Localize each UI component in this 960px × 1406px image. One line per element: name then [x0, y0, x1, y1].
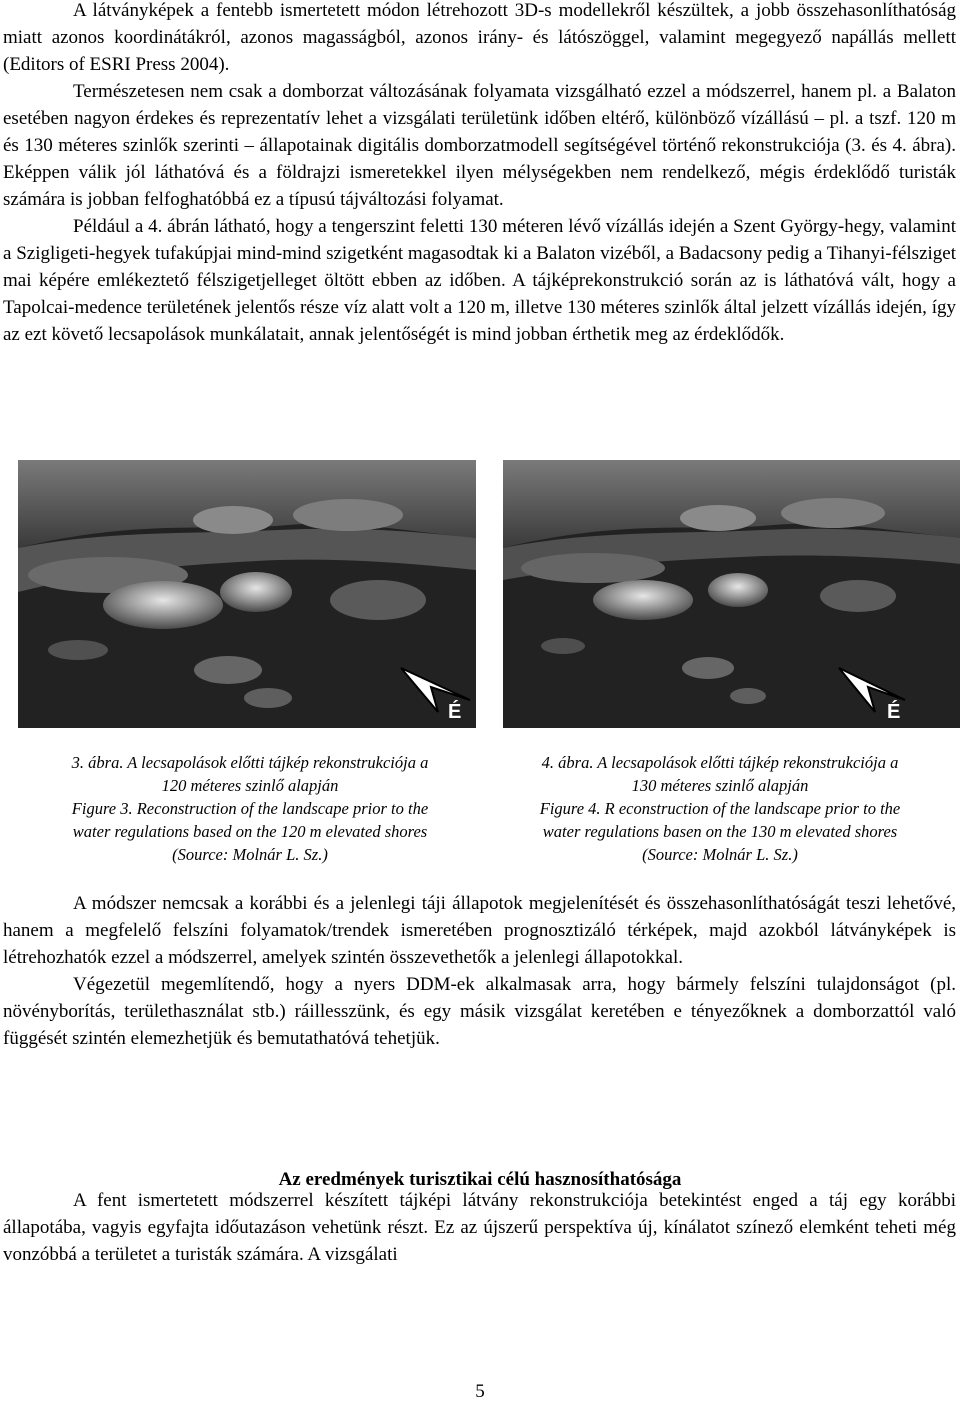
method-sentence-1: A módszer nemcsak a korábbi és a jelenlegi táji állapotok megjelenítését és összehasonlíthatóságát teszi lehetővé, hanem a megfelelő felszíni folyamatok/trendek ismeretében prognosztizáló térképek, majd azokból látványképek is létrehozhatók ezzel a módszerrel, amelyek szintén összevethetők a jelenlegi állapotokkal.	[3, 893, 956, 968]
figure-3-landscape-render	[18, 460, 476, 728]
page-number: 5	[475, 1381, 485, 1402]
method-paragraph	[3, 890, 956, 1052]
caption-hu-line-2: 120 méteres szinlő alapján	[161, 776, 339, 795]
terrain-render-120m	[18, 460, 476, 728]
caption-en-line-1: Figure 3. Reconstruction of the landscape prior to the	[71, 799, 429, 818]
figure-4-caption	[500, 751, 940, 866]
intro-sentence-1: A látványképek a fentebb ismertetett módon létrehozott 3D-s modellekről készültek, a jobb összehasonlíthatóság miatt azonos koordinátákról, azonos magasságból, azonos irány- és látószöggel, valamint megegyező napállás mellett (Editors of ESRI Press 2004).	[3, 0, 956, 75]
figure-4-landscape-render	[503, 460, 960, 728]
caption-en-line-1: Figure 4. R econstruction of the landscape prior to the	[539, 799, 901, 818]
method-sentence-2: Végezetül megemlítendő, hogy a nyers DDM-ek alkalmasak arra, hogy bármely felszíni tulajdonságot (pl. növényborítás, területhasználat stb.) ráillesszünk, és egy másik vizsgálat keretében e tényezőknek a domborzattól való függését szintén elemezhetjük és bemutathatóvá tehetjük.	[3, 974, 956, 1049]
intro-sentence-3: Például a 4. ábrán látható, hogy a tengerszint feletti 130 méteren lévő vízállás idején a Szent György-hegy, valamint a Szigligeti-hegyek tufakúpjai mind-mind szigetként magasodtak ki a Balaton vizéből, a Badacsony pedig a Tihanyi-félsziget mai képére emlékeztető félszigetjelleget öltött ebben az időben. A tájképrekonstrukció során az is láthatóvá vált, hogy a Tapolcai-medence területének jelentős része víz alatt volt a 120 m, illetve 130 méteres szinlők által jelzett vízállás idején, így az ezt követő lecsapolások munkálatait, annak jelentőségét is mind jobban érthetik meg az érdeklődők.	[3, 216, 956, 345]
intro-sentence-2: Természetesen nem csak a domborzat változásának folyamata vizsgálható ezzel a módszerrel, hanem pl. a Balaton esetében nagyon érdekes és reprezentatív lehet a vizsgálati területünk időben eltérő, különböző vízállású – pl. a tszf. 120 m és 130 méteres szinlők szerinti – állapotainak digitális domborzatmodell segítségével történő rekonstrukciója (3. és 4. ábra). Eképpen válik jól láthatóvá és a földrajzi ismeretekkel ilyen mélységekben nem rendelkező, mégis érdeklődő turisták számára is jobban felfoghatóbbá ez a típusú tájváltozási folyamat.	[3, 81, 956, 210]
caption-hu-line-1: 4. ábra. A lecsapolások előtti tájkép rekonstrukciója a	[541, 753, 899, 772]
caption-en-line-2: water regulations basen on the 130 m elevated shores	[542, 822, 898, 841]
caption-source: (Source: Molnár L. Sz.)	[642, 845, 798, 864]
north-label: É	[887, 701, 901, 723]
north-label: É	[448, 701, 462, 723]
caption-hu-line-1: 3. ábra. A lecsapolások előtti tájkép rekonstrukciója a	[71, 753, 429, 772]
caption-hu-line-2: 130 méteres szinlő alapján	[631, 776, 809, 795]
section-heading: Az eredmények turisztikai célú hasznosíthatósága	[278, 1169, 682, 1190]
section-paragraph-text: A fent ismertetett módszerrel készített tájképi látvány rekonstrukciója betekintést enged a táj egy korábbi állapotába, vagyis egyfajta időutazáson vehetünk részt. Ez az újszerű perspektíva új, kínálatot színező elemként teheti még vonzóbbá a területet a turisták számára. A vizsgálati	[3, 1190, 956, 1265]
caption-en-line-2: water regulations based on the 120 m elevated shores	[72, 822, 428, 841]
figure-3-caption	[30, 751, 470, 866]
terrain-render-130m	[503, 460, 960, 728]
intro-paragraph	[3, 0, 956, 348]
section-paragraph	[3, 1187, 956, 1268]
caption-source: (Source: Molnár L. Sz.)	[172, 845, 328, 864]
